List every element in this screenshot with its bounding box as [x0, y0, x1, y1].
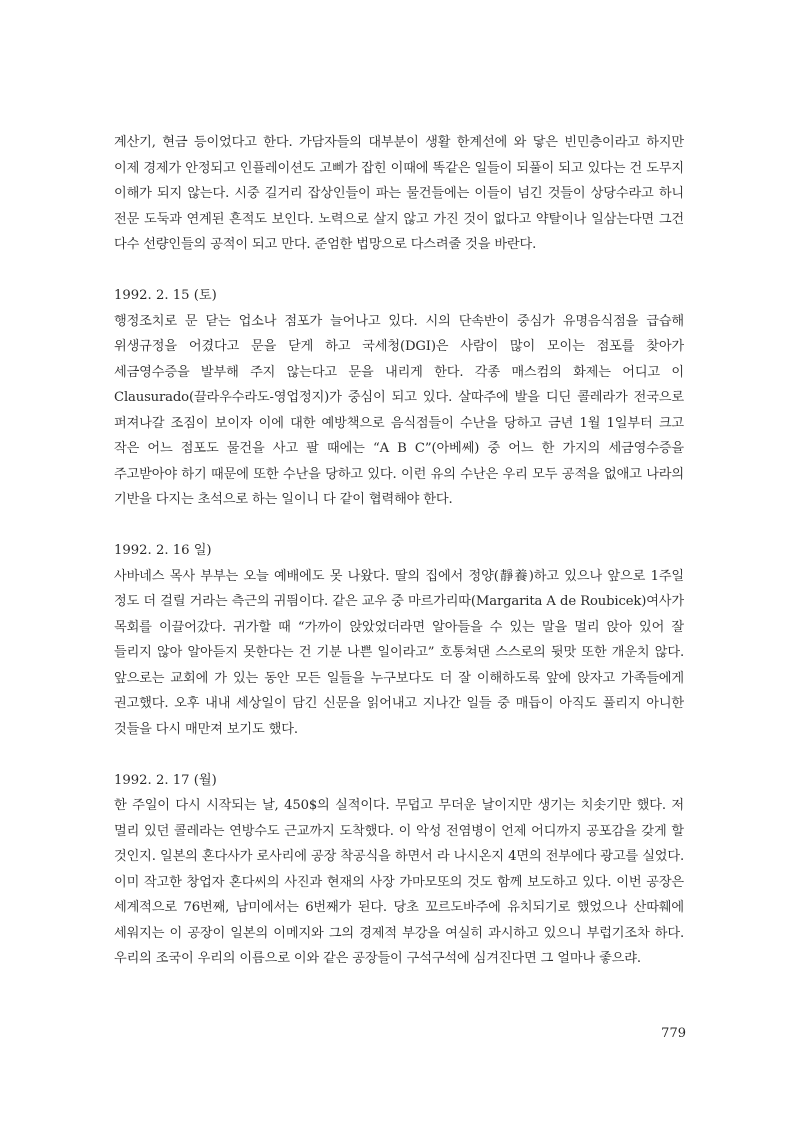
entry-date: 1992. 2. 17 (월) — [114, 772, 217, 788]
intro-paragraph: 계산기, 현금 등이었다고 한다. 가담자들의 대부분이 생활 한계선에 와 닿은 빈민층이라고 하지만 이제 경제가 안정되고 인플레이션도 고삐가 잡힌 이때에 똑같은 일들이 되풀이 되고 있다는 건 도무지 이해가 되지 않는다. 시중 길거리 잡상인들이 파는 물건들에는 이들이 넘긴 것들이 상당수라고 하니 전문 도둑과 연계된 흔적도 보인다. 노력으로 살지 않고 가진 것이 없다고 약탈이나 일삼는다면 그건 다수 선량인들의 공적이 되고 만다. 준엄한 법망으로 다스려줄 것을 바란다. — [114, 135, 684, 252]
entry-text: 행정조치로 문 닫는 업소나 점포가 늘어나고 있다. 시의 단속반이 중심가 유명음식점을 급습해 위생규정을 어겼다고 문을 닫게 하고 국세청(DGI)은 사람이 많이 모이는 점포를 찾아가 세금영수증을 발부해 주지 않는다고 문을 내리게 한다. 각종 매스컴의 화제는 어디고 이 Clausurado(끌라우수라도-영업정지)가 중심이 되고 있다. 살따주에 발을 디딘 콜레라가 전국으로 퍼져나갈 조짐이 보이자 이에 대한 예방책으로 음식점들이 수난을 당하고 금년 1월 1일부터 크고 작은 어느 점포도 물건을 사고 팔 때에는 “A B C”(아베쎄) 중 어느 한 가지의 세금영수증을 주고받아야 하기 때문에 또한 수난을 당하고 있다. 이런 유의 수난은 우리 모두 공적을 없애고 나라의 기반을 다지는 초석으로 하는 일이니 다 같이 협력해야 한다. — [114, 313, 684, 507]
diary-entry — [114, 538, 684, 742]
page-number: 779 — [661, 1026, 686, 1041]
entry-text: 사바네스 목사 부부는 오늘 예배에도 못 나왔다. 딸의 집에서 정양(靜養)하고 있으나 앞으로 1주일 정도 더 걸릴 거라는 측근의 귀띔이다. 같은 교우 중 마르가리따(Margarita A de Roubicek)여사가 목회를 이끌어갔다. 귀가할 때 “가까이 앉았었더라면 알아들을 수 있는 말을 멀리 앉아 있어 잘 들리지 않아 알아듣지 못한다는 건 기분 나쁜 일이라고” 호통쳐댄 스스로의 뒷맛 또한 개운치 않다. 앞으로는 교회에 가 있는 동안 모든 일들을 누구보다도 더 잘 이해하도록 앞에 앉자고 가족들에게 권고했다. 오후 내내 세상일이 담긴 신문을 읽어내고 지나간 일들 중 매듭이 아직도 풀리지 아니한 것들을 다시 매만져 보기도 했다. — [114, 568, 684, 737]
page-body — [114, 130, 684, 972]
diary-entry — [114, 768, 684, 972]
diary-entry — [114, 283, 684, 513]
entry-text: 한 주일이 다시 시작되는 날, 450$의 실적이다. 무덥고 무더운 날이지만 생기는 치솟기만 했다. 저 멀리 있던 콜레라는 연방수도 근교까지 도착했다. 이 악성 전염병이 언제 어디까지 공포감을 갖게 할 것인지. 일본의 혼다사가 로사리에 공장 착공식을 하면서 라 나시온지 4면의 전부에다 광고를 실었다. 이미 작고한 창업자 혼다씨의 사진과 현재의 사장 가마모또의 것도 함께 보도하고 있다. 이번 공장은 세계적으로 76번째, 남미에서는 6번째가 된다. 당초 꼬르도바주에 유치되기로 했었으나 산따훼에 세워지는 이 공장이 일본의 이메지와 그의 경제적 부강을 여실히 과시하고 있으니 부럽기조차 하다. 우리의 조국이 우리의 이름으로 이와 같은 공장들이 구석구석에 심겨진다면 그 얼마나 좋으랴. — [114, 798, 684, 966]
entry-date: 1992. 2. 15 (토) — [114, 288, 217, 303]
entry-date: 1992. 2. 16 일) — [114, 543, 212, 558]
